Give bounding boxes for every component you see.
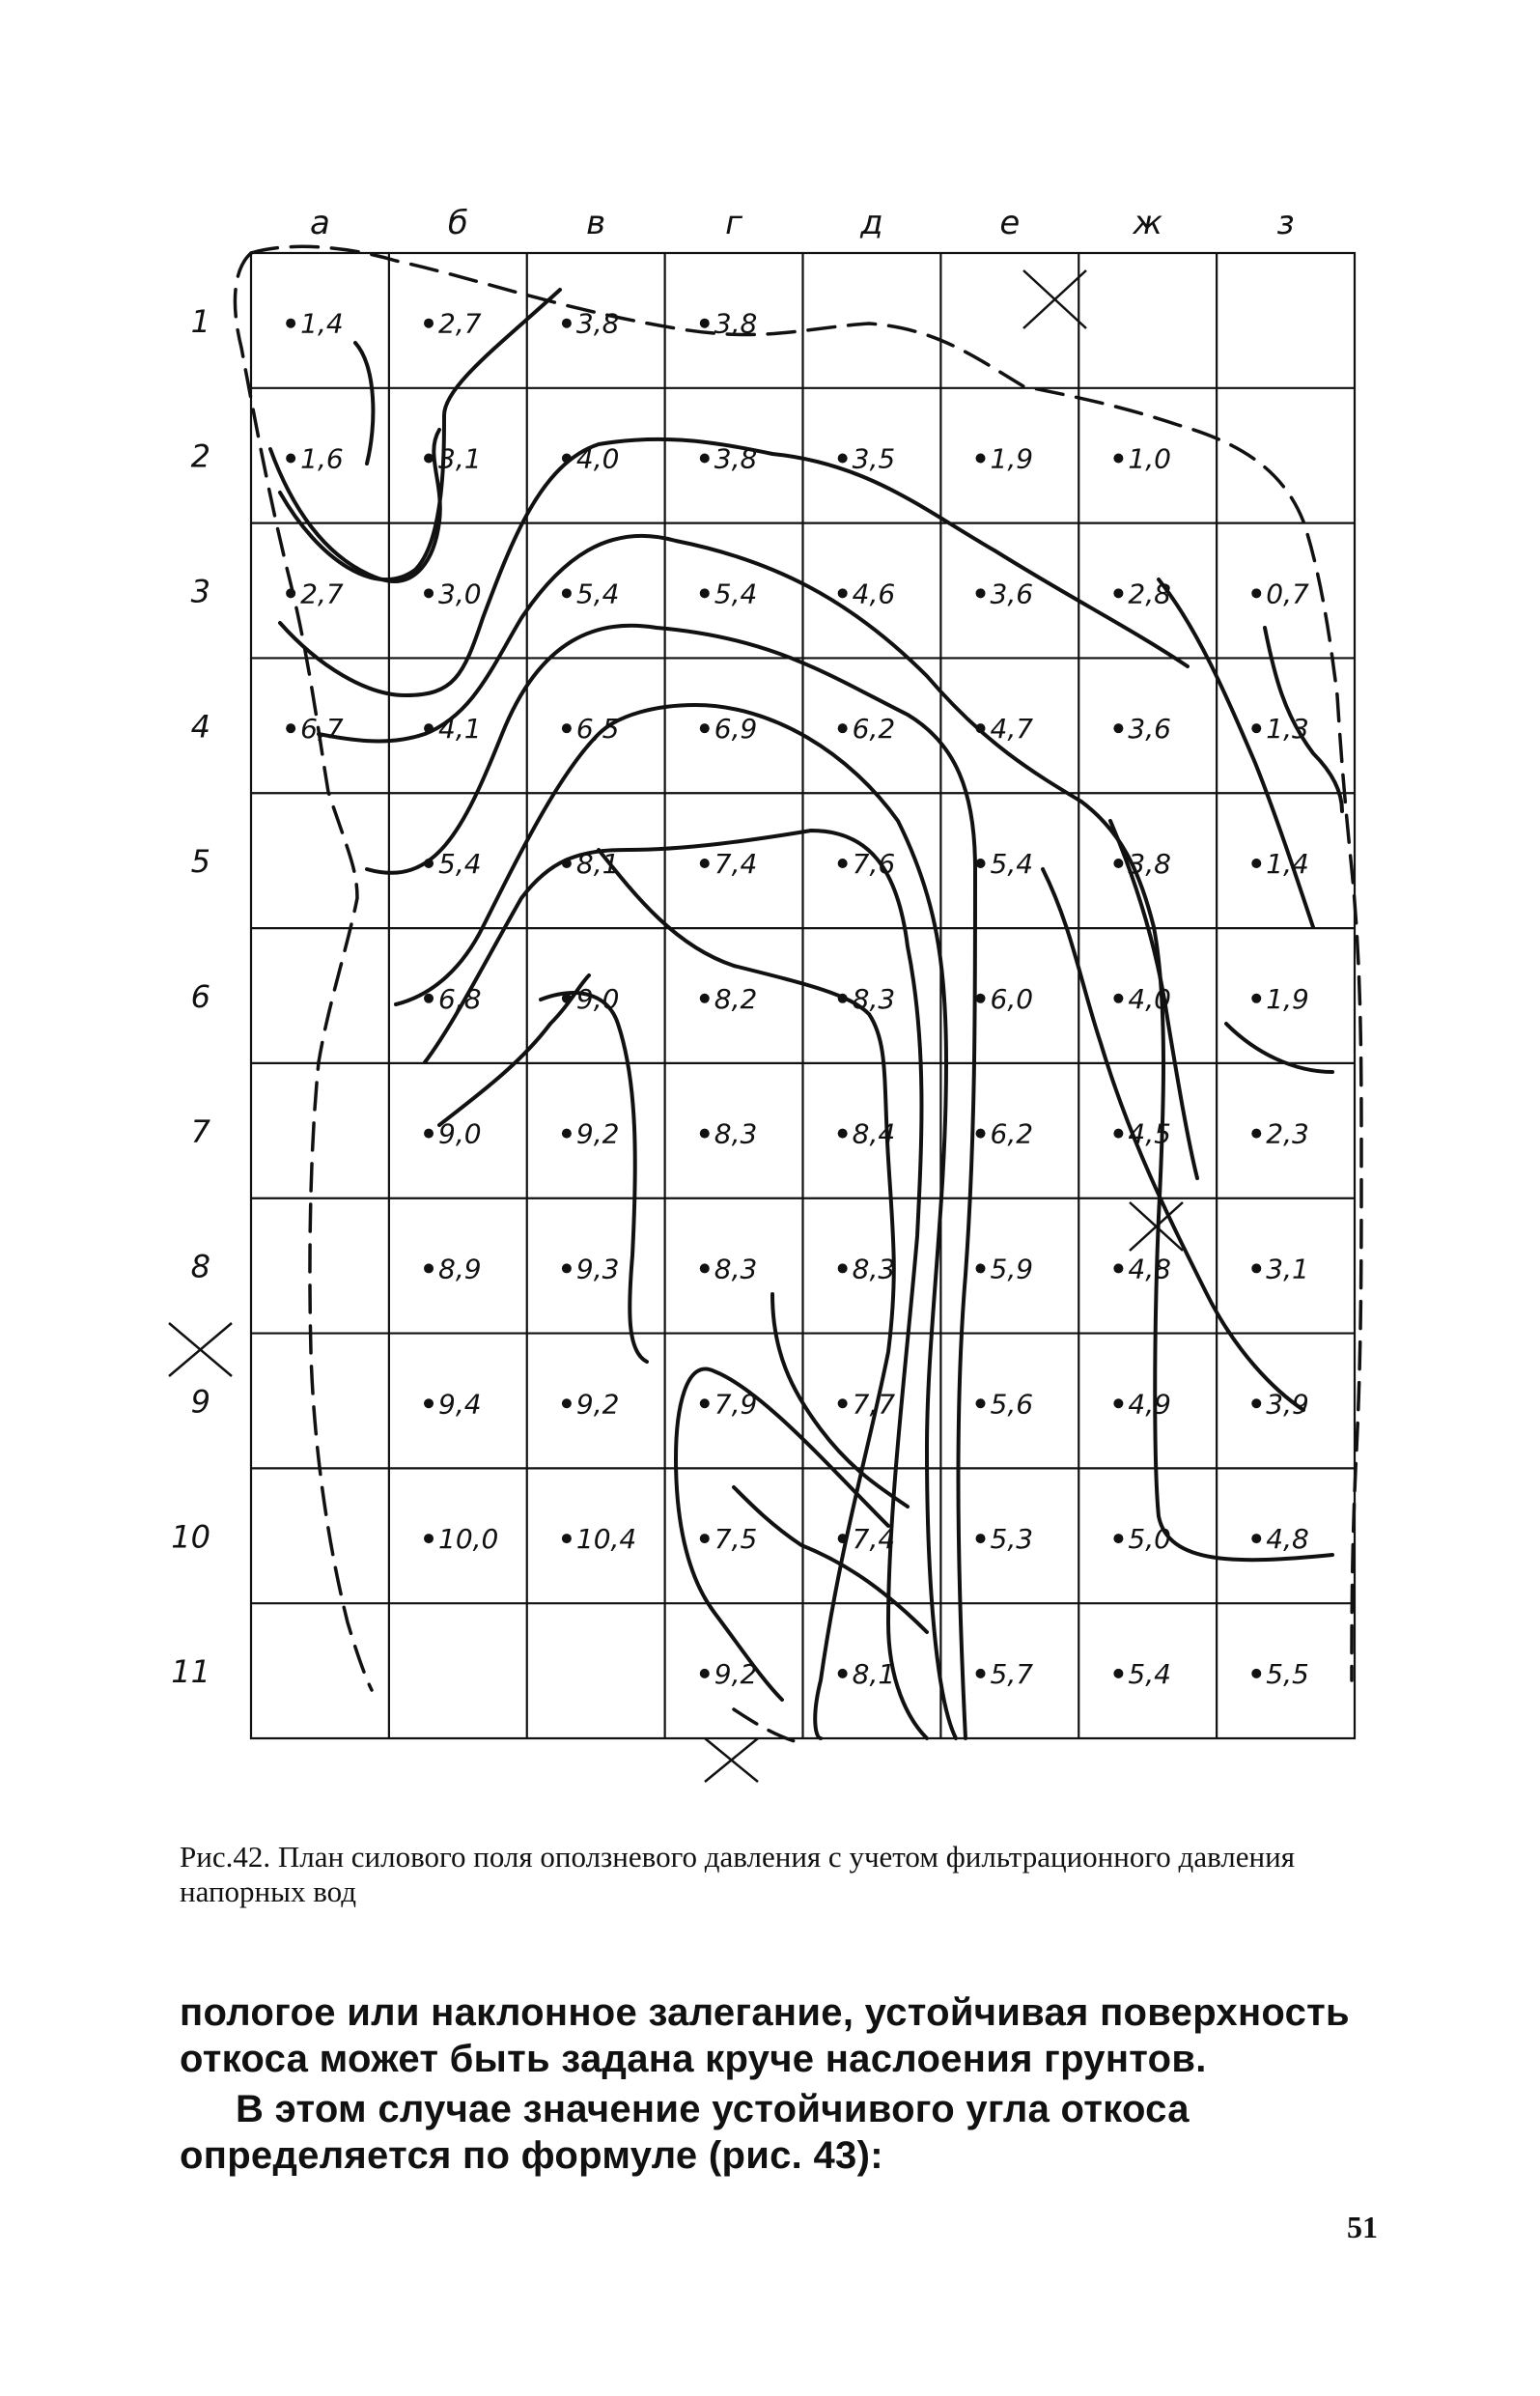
point-dot <box>562 454 572 464</box>
column-label: б <box>447 204 468 242</box>
cross-marker <box>705 1738 758 1782</box>
point-value: 7,4 <box>714 847 758 880</box>
point-value: 3,8 <box>714 442 758 475</box>
point-dot <box>286 588 295 598</box>
point-dot <box>700 1669 710 1678</box>
row-label: 4 <box>190 708 210 746</box>
landslide-boundary-dashed <box>235 246 1361 1743</box>
point-dot <box>700 454 710 464</box>
row-label: 2 <box>190 437 210 475</box>
point-value: 1,9 <box>990 442 1034 475</box>
point-value: 9,2 <box>714 1657 758 1690</box>
point-value: 4,5 <box>1128 1117 1171 1150</box>
point-dot <box>286 454 295 464</box>
point-dot <box>1251 859 1261 868</box>
point-dot <box>424 723 434 733</box>
point-value: 8,3 <box>852 982 896 1015</box>
point-dot <box>838 1129 848 1139</box>
point-dot <box>1113 588 1123 598</box>
point-value: 1,9 <box>1266 982 1309 1015</box>
point-value: 6,2 <box>852 713 896 746</box>
point-dot <box>700 859 710 868</box>
point-dot <box>424 859 434 868</box>
point-value: 6,8 <box>438 982 482 1015</box>
cross-markers <box>169 270 1183 1782</box>
row-label: 7 <box>190 1113 210 1150</box>
body-paragraph-2: В этом случае значение устойчивого угла откоса определяется по формуле (рис. 43): <box>180 2088 1190 2177</box>
point-dot <box>1251 1129 1261 1139</box>
point-dot <box>838 1263 848 1273</box>
point-dot <box>838 994 848 1003</box>
point-value: 8,9 <box>438 1253 482 1285</box>
point-dot <box>976 588 986 598</box>
point-dot <box>562 588 572 598</box>
point-dot <box>1113 723 1123 733</box>
point-value: 5,9 <box>990 1253 1034 1285</box>
point-dot <box>286 723 295 733</box>
point-value: 7,9 <box>714 1388 758 1421</box>
point-dot <box>424 588 434 598</box>
point-value: 8,1 <box>575 847 620 880</box>
point-dot <box>700 319 710 328</box>
point-dot <box>1113 1129 1123 1139</box>
point-value: 5,6 <box>990 1388 1034 1421</box>
row-label: 5 <box>190 843 210 881</box>
point-value: 7,5 <box>714 1523 758 1556</box>
point-dot <box>976 1534 986 1543</box>
boundary-line <box>251 246 1361 1680</box>
column-label: в <box>586 204 606 242</box>
point-dot <box>838 588 848 598</box>
point-value: 6,5 <box>575 713 620 746</box>
column-labels <box>310 204 1295 242</box>
point-value: 5,4 <box>1128 1657 1171 1690</box>
point-value: 8,2 <box>714 982 758 1015</box>
point-dot <box>838 1669 848 1678</box>
point-value: 0,7 <box>1266 578 1309 610</box>
point-value: 4,1 <box>438 713 482 746</box>
point-value: 3,0 <box>438 578 482 610</box>
point-value: 8,3 <box>852 1253 896 1285</box>
point-dot <box>838 1398 848 1408</box>
cross-marker <box>1023 270 1086 328</box>
point-dot <box>838 1534 848 1543</box>
contour-line <box>1226 1024 1332 1072</box>
point-dot <box>424 319 434 328</box>
page-number: 51 <box>1347 2210 1378 2244</box>
point-value: 5,0 <box>1128 1523 1171 1556</box>
point-value: 5,5 <box>1266 1657 1309 1690</box>
point-value: 8,3 <box>714 1117 758 1150</box>
point-dot <box>424 1129 434 1139</box>
point-value: 1,4 <box>300 307 344 340</box>
point-value: 4,0 <box>1128 982 1171 1015</box>
contour-line <box>1043 869 1303 1410</box>
column-label: а <box>310 204 330 242</box>
point-value: 1,0 <box>1128 442 1171 475</box>
point-value: 9,2 <box>575 1117 620 1150</box>
point-dot <box>976 859 986 868</box>
point-value: 4,0 <box>575 442 620 475</box>
point-value: 1,6 <box>300 442 344 475</box>
point-dot <box>562 723 572 733</box>
row-label: 11 <box>171 1653 210 1691</box>
point-dot <box>562 1263 572 1273</box>
point-dot <box>1251 1669 1261 1678</box>
point-dot <box>976 1398 986 1408</box>
point-value: 7,7 <box>852 1388 896 1421</box>
point-value: 6,0 <box>990 982 1034 1015</box>
point-value: 10,4 <box>575 1523 637 1556</box>
point-dot <box>700 994 710 1003</box>
point-dot <box>424 454 434 464</box>
body-paragraph-1: пологое или наклонное залегание, устойчивая поверхность откоса может быть задана круче наслоения грунтов. <box>180 1991 1350 2080</box>
point-value: 2,7 <box>438 307 482 340</box>
column-label: ж <box>1133 204 1163 242</box>
point-value: 6,2 <box>990 1117 1034 1150</box>
point-value: 10,0 <box>438 1523 499 1556</box>
point-value: 9,4 <box>438 1388 482 1421</box>
isoline-contours <box>270 290 1342 1738</box>
point-value: 5,4 <box>990 847 1034 880</box>
point-value: 5,4 <box>575 578 620 610</box>
point-value: 9,2 <box>575 1388 620 1421</box>
point-value: 7,4 <box>852 1523 896 1556</box>
point-dot <box>1251 1263 1261 1273</box>
row-label: 1 <box>190 302 210 340</box>
point-dot <box>1113 1398 1123 1408</box>
point-dot <box>562 1534 572 1543</box>
point-value: 1,3 <box>1266 713 1309 746</box>
point-dot <box>838 723 848 733</box>
point-dot <box>700 1263 710 1273</box>
point-dot <box>1113 454 1123 464</box>
point-dot <box>1113 1669 1123 1678</box>
contour-line <box>355 343 373 464</box>
point-value: 3,1 <box>1266 1253 1309 1285</box>
point-dot <box>700 723 710 733</box>
point-dot <box>562 319 572 328</box>
point-value: 3,8 <box>575 307 620 340</box>
column-label: з <box>1276 204 1295 242</box>
point-value: 9,0 <box>575 982 620 1015</box>
point-value: 2,3 <box>1266 1117 1309 1150</box>
point-value: 2,7 <box>300 578 344 610</box>
point-dot <box>286 319 295 328</box>
point-value: 5,3 <box>990 1523 1034 1556</box>
point-value: 8,4 <box>852 1117 896 1150</box>
point-dot <box>562 994 572 1003</box>
column-label: е <box>999 204 1021 242</box>
contour-line <box>270 430 440 581</box>
point-value: 3,1 <box>438 442 482 475</box>
point-dot <box>562 1398 572 1408</box>
point-value: 4,8 <box>1128 1253 1171 1285</box>
point-value: 7,6 <box>852 847 896 880</box>
point-dot <box>976 1129 986 1139</box>
point-value: 6,7 <box>300 713 344 746</box>
row-labels <box>171 303 210 1690</box>
point-dot <box>976 1669 986 1678</box>
point-dot <box>1113 994 1123 1003</box>
point-value: 4,6 <box>852 578 896 610</box>
point-value: 4,9 <box>1128 1388 1171 1421</box>
point-dot <box>1251 723 1261 733</box>
contour-line <box>541 993 647 1362</box>
point-value: 9,3 <box>575 1253 620 1285</box>
point-dot <box>976 994 986 1003</box>
point-value: 3,9 <box>1266 1388 1309 1421</box>
cross-marker <box>169 1323 232 1376</box>
point-dot <box>838 454 848 464</box>
point-value: 5,7 <box>990 1657 1034 1690</box>
point-dot <box>976 1263 986 1273</box>
point-value: 3,6 <box>990 578 1034 610</box>
point-dot <box>1113 859 1123 868</box>
point-value: 4,7 <box>990 713 1034 746</box>
point-dot <box>424 1534 434 1543</box>
point-dot <box>1113 1263 1123 1273</box>
point-value: 9,0 <box>438 1117 482 1150</box>
point-dot <box>838 859 848 868</box>
point-value: 5,4 <box>438 847 482 880</box>
point-value: 2,8 <box>1128 578 1171 610</box>
point-dot <box>562 1129 572 1139</box>
point-dot <box>976 454 986 464</box>
point-value: 3,5 <box>852 442 896 475</box>
point-dot <box>562 859 572 868</box>
point-dot <box>1113 1534 1123 1543</box>
figure-caption: Рис.42. План силового поля оползневого давления с учетом фильтрационного давления напорных вод <box>180 1840 1295 1908</box>
point-value: 4,8 <box>1266 1523 1309 1556</box>
point-value: 8,1 <box>852 1657 896 1690</box>
point-value: 1,4 <box>1266 847 1309 880</box>
row-label: 3 <box>190 573 210 610</box>
row-label: 6 <box>190 978 210 1015</box>
point-dot <box>424 1263 434 1273</box>
point-dot <box>424 1398 434 1408</box>
point-dot <box>424 994 434 1003</box>
point-dot <box>1251 1534 1261 1543</box>
point-value: 8,3 <box>714 1253 758 1285</box>
point-dot <box>700 1534 710 1543</box>
point-dot <box>1251 994 1261 1003</box>
point-value: 6,9 <box>714 713 758 746</box>
row-label: 10 <box>171 1518 210 1556</box>
point-dot <box>700 588 710 598</box>
point-dot <box>700 1398 710 1408</box>
point-dot <box>976 723 986 733</box>
point-value: 3,8 <box>1128 847 1171 880</box>
point-dot <box>1251 1398 1261 1408</box>
column-label: д <box>860 204 883 242</box>
point-dot <box>700 1129 710 1139</box>
column-label: г <box>725 204 742 242</box>
row-label: 8 <box>190 1248 210 1285</box>
point-value: 5,4 <box>714 578 758 610</box>
row-label: 9 <box>190 1383 210 1421</box>
point-dot <box>1251 588 1261 598</box>
point-value: 3,8 <box>714 307 758 340</box>
point-value: 3,6 <box>1128 713 1171 746</box>
